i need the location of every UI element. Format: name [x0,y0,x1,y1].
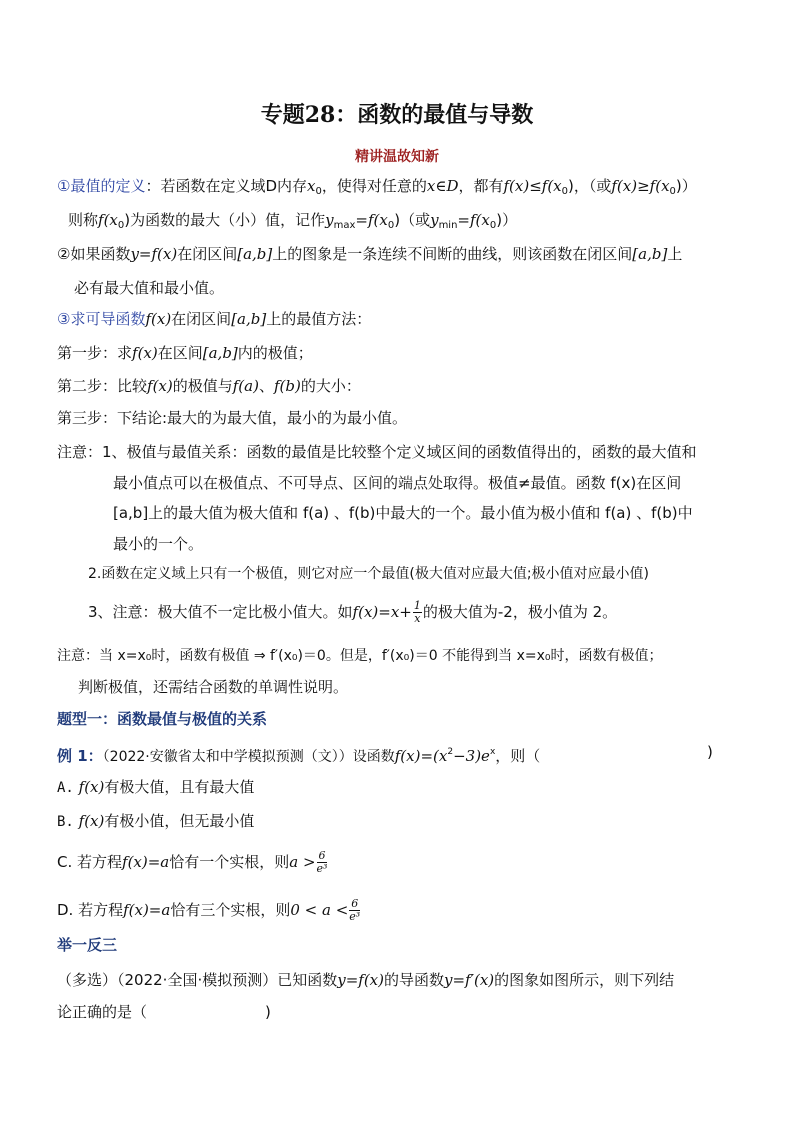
practice-line-2: 论正确的是（ [57,1003,148,1021]
practice-line-1: （多选）（2022·全国·模拟预测）已知函数y=f(x)的导函数y=f′(x)的图象如图所示，则下列结 [57,971,675,989]
section-heading: 题型一：函数最值与极值的关系 [57,710,268,728]
note-line-5: 2.函数在定义域上只有一个极值，则它对应一个最值(极大值对应最大值;极小值对应最小值) [88,566,649,582]
definition-line-2: 则称$f(x_0)$为函数的最大（小）值，记作$y_{max}=f(x_0)$（或$y_{min}=f(x_0)$） [68,211,518,231]
note-line-1: 注意：1、极值与最值关系：函数的最值是比较整个定义域区间的函数值得出的，函数的最大值和 [57,443,697,461]
option-a: A. f(x)有极大值，且有最大值 [57,778,255,796]
fraction-6-over-e3: $\frac{6}{\text{e³}}$ [349,897,361,923]
option-b: B. f(x)有极小值，但无最小值 [57,812,255,830]
practice-answer-paren: ) [265,1003,271,1021]
definition-label: ①最值的定义 [57,177,146,195]
fraction-6-over-e3: $\frac{6}{\text{e³}}$ [316,849,328,875]
page-title: 专题28：函数的最值与导数 [260,102,534,128]
example-1: 例 1：（2022·安徽省太和中学模拟预测（文））设函数$f(x)=(x^2-3)e^x$，则（ [57,747,541,765]
note-line-4: 最小的一个。 [113,535,204,553]
note-line-3: [a,b]上的最大值为极大值和 f(a) 、f(b)中最大的一个。最小值为极小值和 f(a) 、f(b)中 [113,504,693,522]
step-3: 第三步：下结论:最大的为最大值，最小的为最小值。 [57,409,408,427]
practice-heading: 举一反三 [57,936,118,954]
step-1: 第一步：求f(x)在区间[a,b]内的极值； [57,344,313,362]
option-c: C. 若方程f(x)=a恰有一个实根，则a > $\frac{6}{\text{e³}}$ [57,849,328,875]
option-d: D. 若方程f(x)=a恰有三个实根，则0 < a < $\frac{6}{\text{e³}}$ [57,897,361,923]
definition-line-1: ①最值的定义：若函数在定义域D内存$x_0$，使得对任意的x∈D，都有$f(x)\le f(x_0)$，（或$f(x)\ge f(x_0)$） [57,177,697,197]
answer-paren: ) [707,743,713,761]
example-label: 例 1： [57,747,103,765]
method-heading: ③求可导函数f(x)在闭区间[a,b]上的最值方法： [57,310,372,328]
theorem-line-2: 必有最大值和最小值。 [74,279,225,297]
fraction-one-over-x: $\frac{1}{x}$ [413,599,421,625]
note-line-2: 最小值点可以在极值点、不可导点、区间的端点处取得。极值≠最值。函数 f(x)在区间 [113,474,682,492]
note2-line-1: 注意：当 x=x₀时，函数有极值 ⇒ f′(x₀)＝0。但是，f′(x₀)＝0 不能得到当 x=x₀时，函数有极值； [57,648,663,664]
theorem-line-1: ②如果函数y=f(x)在闭区间[a,b]上的图象是一条连续不间断的曲线，则该函数在闭区间[a,b]上 [57,245,683,263]
note2-line-2: 判断极值，还需结合函数的单调性说明。 [78,678,349,696]
step-2: 第二步：比较f(x)的极值与f(a)、f(b)的大小： [57,377,361,395]
note-line-6: 3、注意：极大值不一定比极小值大。如f(x)=x+ $\frac{1}{x}$ 的极大值为-2，极小值为 2。 [88,599,618,625]
section-subtitle: 精讲温故知新 [355,149,439,165]
